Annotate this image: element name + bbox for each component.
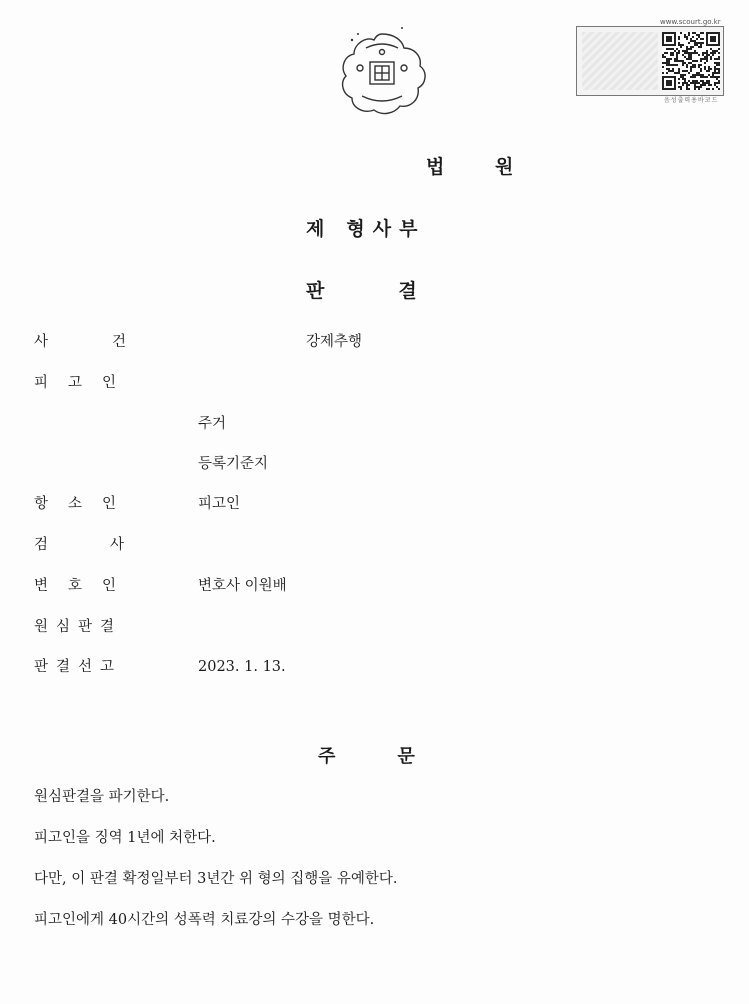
division-prefix: 제 xyxy=(306,218,325,240)
prosecutor-label: 검 사 xyxy=(34,537,125,553)
judgment-title-part-1: 판 xyxy=(306,280,325,302)
case-value: 강제추행 xyxy=(306,334,363,350)
division-title xyxy=(306,214,425,241)
division-name: 형사부 xyxy=(346,218,426,240)
order-line: 원심판결을 파기한다. xyxy=(34,789,170,805)
original-judgment-label: 원심판결 xyxy=(34,619,123,635)
order-line: 피고인을 징역 1년에 처한다. xyxy=(34,830,216,846)
case-label: 사 건 xyxy=(34,334,129,350)
judgment-title xyxy=(306,276,417,303)
judgment-title-part-2: 결 xyxy=(398,280,417,302)
registration-label: 등록기준지 xyxy=(198,456,269,472)
order-line: 다만, 이 판결 확정일부터 3년간 위 형의 집행을 유예한다. xyxy=(34,871,398,887)
barcode-faded-area xyxy=(582,32,658,90)
court-website-url: www.scourt.go.kr xyxy=(660,18,721,26)
qr-code-icon xyxy=(662,32,720,90)
counsel-label: 변 호 인 xyxy=(34,578,117,594)
order-title-part-2: 문 xyxy=(397,746,415,767)
appellant-value: 피고인 xyxy=(198,496,241,512)
court-seal-emblem xyxy=(332,22,432,122)
defendant-label: 피 고 인 xyxy=(34,375,117,391)
sentencing-date-label: 판결선고 xyxy=(34,659,123,675)
residence-label: 주거 xyxy=(198,416,227,432)
appellant-label: 항 소 인 xyxy=(34,496,117,512)
order-title xyxy=(318,742,415,768)
barcode-caption: 음성출력용바코드 xyxy=(664,97,719,104)
order-line: 피고인에게 40시간의 성폭력 치료강의 수강을 명한다. xyxy=(34,912,375,928)
sentencing-date-value: 2023. 1. 13. xyxy=(198,659,286,675)
court-name: 법 원 xyxy=(426,156,536,178)
counsel-value: 변호사 이원배 xyxy=(198,578,287,594)
order-title-part-1: 주 xyxy=(318,746,336,767)
